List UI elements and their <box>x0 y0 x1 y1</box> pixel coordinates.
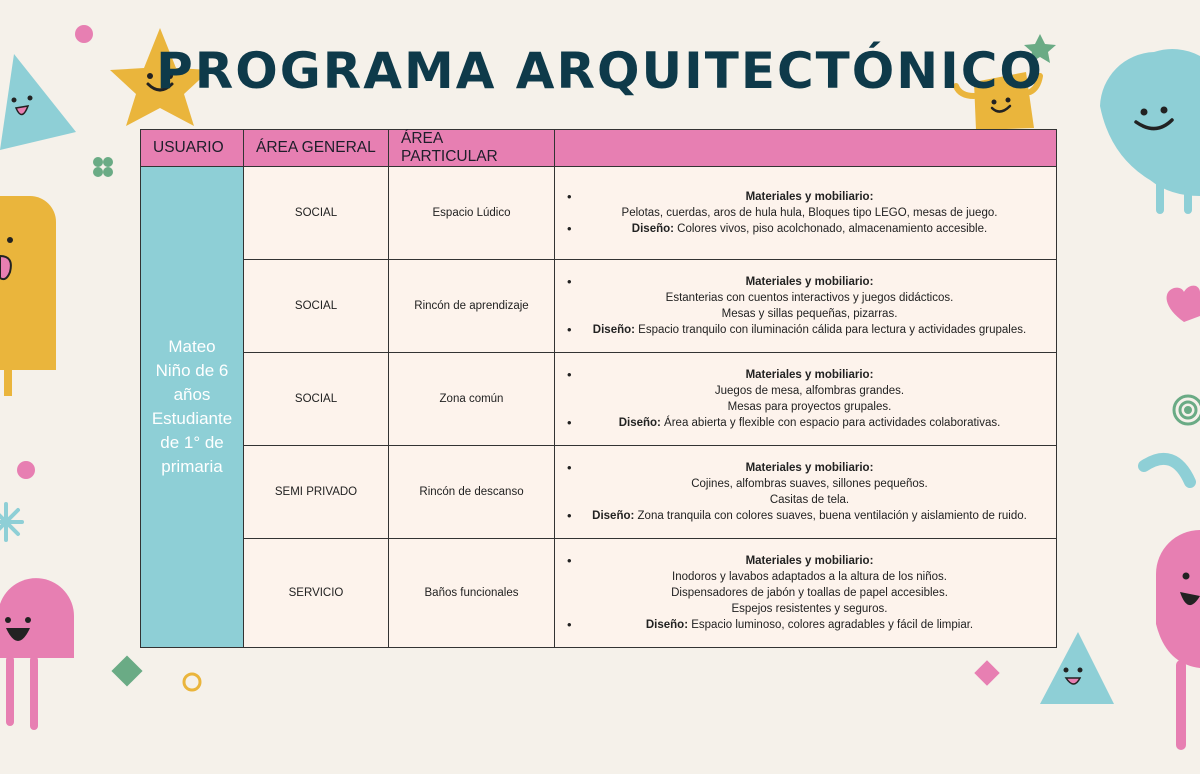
description-text: Área abierta y flexible con espacio para actividades colaborativas. <box>660 417 1001 429</box>
description-line <box>567 322 1052 338</box>
description-line <box>567 399 1052 415</box>
description-label: Materiales y mobiliario: <box>745 555 874 567</box>
area-general-cell: SOCIAL <box>244 167 389 260</box>
green-diamond-decoration <box>111 655 142 686</box>
description-label: Diseño: <box>592 324 635 336</box>
description-text: Colores vivos, piso acolchonado, almacenamiento accesible. <box>673 223 988 235</box>
user-profile-line: años <box>173 385 211 404</box>
description-label: Diseño: <box>645 619 689 631</box>
pink-diamond-decoration <box>974 660 999 685</box>
bullet-icon: • <box>567 189 572 204</box>
description-line <box>567 460 1052 476</box>
description-line <box>567 415 1052 431</box>
area-particular-cell: Rincón de descanso <box>389 446 555 539</box>
user-profile-line: de 1° de <box>160 433 224 452</box>
area-particular-cell: Baños funcionales <box>389 539 555 648</box>
table-body <box>141 167 1057 648</box>
description-line <box>567 221 1052 237</box>
header-area-particular: ÁREA PARTICULAR <box>389 130 555 167</box>
description-cell <box>555 353 1057 446</box>
green-clover-decoration <box>93 157 113 177</box>
description-line <box>567 189 1052 205</box>
yellow-popsicle-character <box>0 196 56 396</box>
description-line <box>567 492 1052 508</box>
description-line <box>567 383 1052 399</box>
description-line <box>567 553 1052 569</box>
description-line <box>567 585 1052 601</box>
table-row <box>141 167 1057 260</box>
table-row <box>141 446 1057 539</box>
description-text: Zona tranquila con colores suaves, buena ventilación y aislamiento de ruido. <box>634 510 1027 522</box>
description-label: Materiales y mobiliario: <box>745 369 874 381</box>
description-line <box>567 476 1052 492</box>
bullet-icon: • <box>567 460 572 475</box>
user-profile-line: primaria <box>161 457 223 476</box>
area-particular-cell: Rincón de aprendizaje <box>389 260 555 353</box>
bullet-icon: • <box>567 415 572 430</box>
description-line <box>567 601 1052 617</box>
pink-jellyfish-character <box>0 578 74 730</box>
header-area-general: ÁREA GENERAL <box>244 130 389 167</box>
description-text: Casitas de tela. <box>769 494 850 506</box>
table-row <box>141 539 1057 648</box>
yellow-ring-decoration <box>184 674 200 690</box>
bullet-icon: • <box>567 322 572 337</box>
table-header-row <box>141 130 1057 167</box>
description-text: Inodoros y lavabos adaptados a la altura de los niños. <box>672 571 947 583</box>
description-text: Espejos resistentes y seguros. <box>731 603 888 615</box>
header-description <box>555 130 1057 167</box>
description-line <box>567 569 1052 585</box>
description-label: Materiales y mobiliario: <box>745 462 874 474</box>
description-text: Dispensadores de jabón y toallas de papel accesibles. <box>671 587 948 599</box>
program-table-container <box>140 129 1056 648</box>
description-line <box>567 367 1052 383</box>
description-line <box>567 508 1052 524</box>
description-text: Mesas para proyectos grupales. <box>727 401 892 413</box>
description-label: Diseño: <box>618 417 661 429</box>
description-label: Diseño: <box>592 510 635 522</box>
pink-dot-decoration <box>17 461 35 479</box>
area-general-cell: SERVICIO <box>244 539 389 648</box>
user-profile-cell <box>141 167 244 648</box>
area-particular-cell: Zona común <box>389 353 555 446</box>
program-table <box>140 129 1057 648</box>
description-text: Juegos de mesa, alfombras grandes. <box>714 385 905 397</box>
user-profile-line: Mateo <box>168 337 216 356</box>
description-cell <box>555 446 1057 539</box>
page-title: PROGRAMA ARQUITECTÓNICO <box>156 42 1044 100</box>
teal-arc-decoration <box>1144 459 1190 482</box>
table-row <box>141 353 1057 446</box>
table-row <box>141 260 1057 353</box>
description-label: Materiales y mobiliario: <box>745 191 874 203</box>
teal-sparkle-decoration <box>0 504 22 540</box>
area-general-cell: SOCIAL <box>244 353 389 446</box>
green-spiral-decoration <box>1174 396 1200 424</box>
description-line <box>567 617 1052 633</box>
user-profile-line: Niño de 6 <box>155 361 229 380</box>
description-line <box>567 290 1052 306</box>
description-line <box>567 306 1052 322</box>
bullet-icon: • <box>567 367 572 382</box>
description-cell <box>555 167 1057 260</box>
pink-heart-decoration <box>1167 286 1200 322</box>
description-text: Cojines, alfombras suaves, sillones pequeños. <box>691 478 928 490</box>
bullet-icon: • <box>567 221 572 236</box>
bullet-icon: • <box>567 553 572 568</box>
description-line <box>567 274 1052 290</box>
bullet-icon: • <box>567 274 572 289</box>
description-cell <box>555 260 1057 353</box>
bullet-icon: • <box>567 617 572 632</box>
description-cell <box>555 539 1057 648</box>
description-text: Pelotas, cuerdas, aros de hula hula, Bloques tipo LEGO, mesas de juego. <box>621 207 998 219</box>
area-particular-cell: Espacio Lúdico <box>389 167 555 260</box>
header-usuario: USUARIO <box>141 130 244 167</box>
description-text: Espacio luminoso, colores agradables y fácil de limpiar. <box>688 619 974 631</box>
description-text: Espacio tranquilo con iluminación cálida para lectura y actividades grupales. <box>634 324 1027 336</box>
pink-ghost-character <box>1156 530 1200 750</box>
area-general-cell: SEMI PRIVADO <box>244 446 389 539</box>
description-label: Materiales y mobiliario: <box>745 276 874 288</box>
description-text: Mesas y sillas pequeñas, pizarras. <box>721 308 898 320</box>
description-text: Estanterias con cuentos interactivos y juegos didácticos. <box>665 292 954 304</box>
pink-dot-decoration <box>75 25 93 43</box>
area-general-cell: SOCIAL <box>244 260 389 353</box>
description-line <box>567 205 1052 221</box>
bullet-icon: • <box>567 508 572 523</box>
user-profile-line: Estudiante <box>151 409 233 428</box>
description-label: Diseño: <box>631 223 674 235</box>
